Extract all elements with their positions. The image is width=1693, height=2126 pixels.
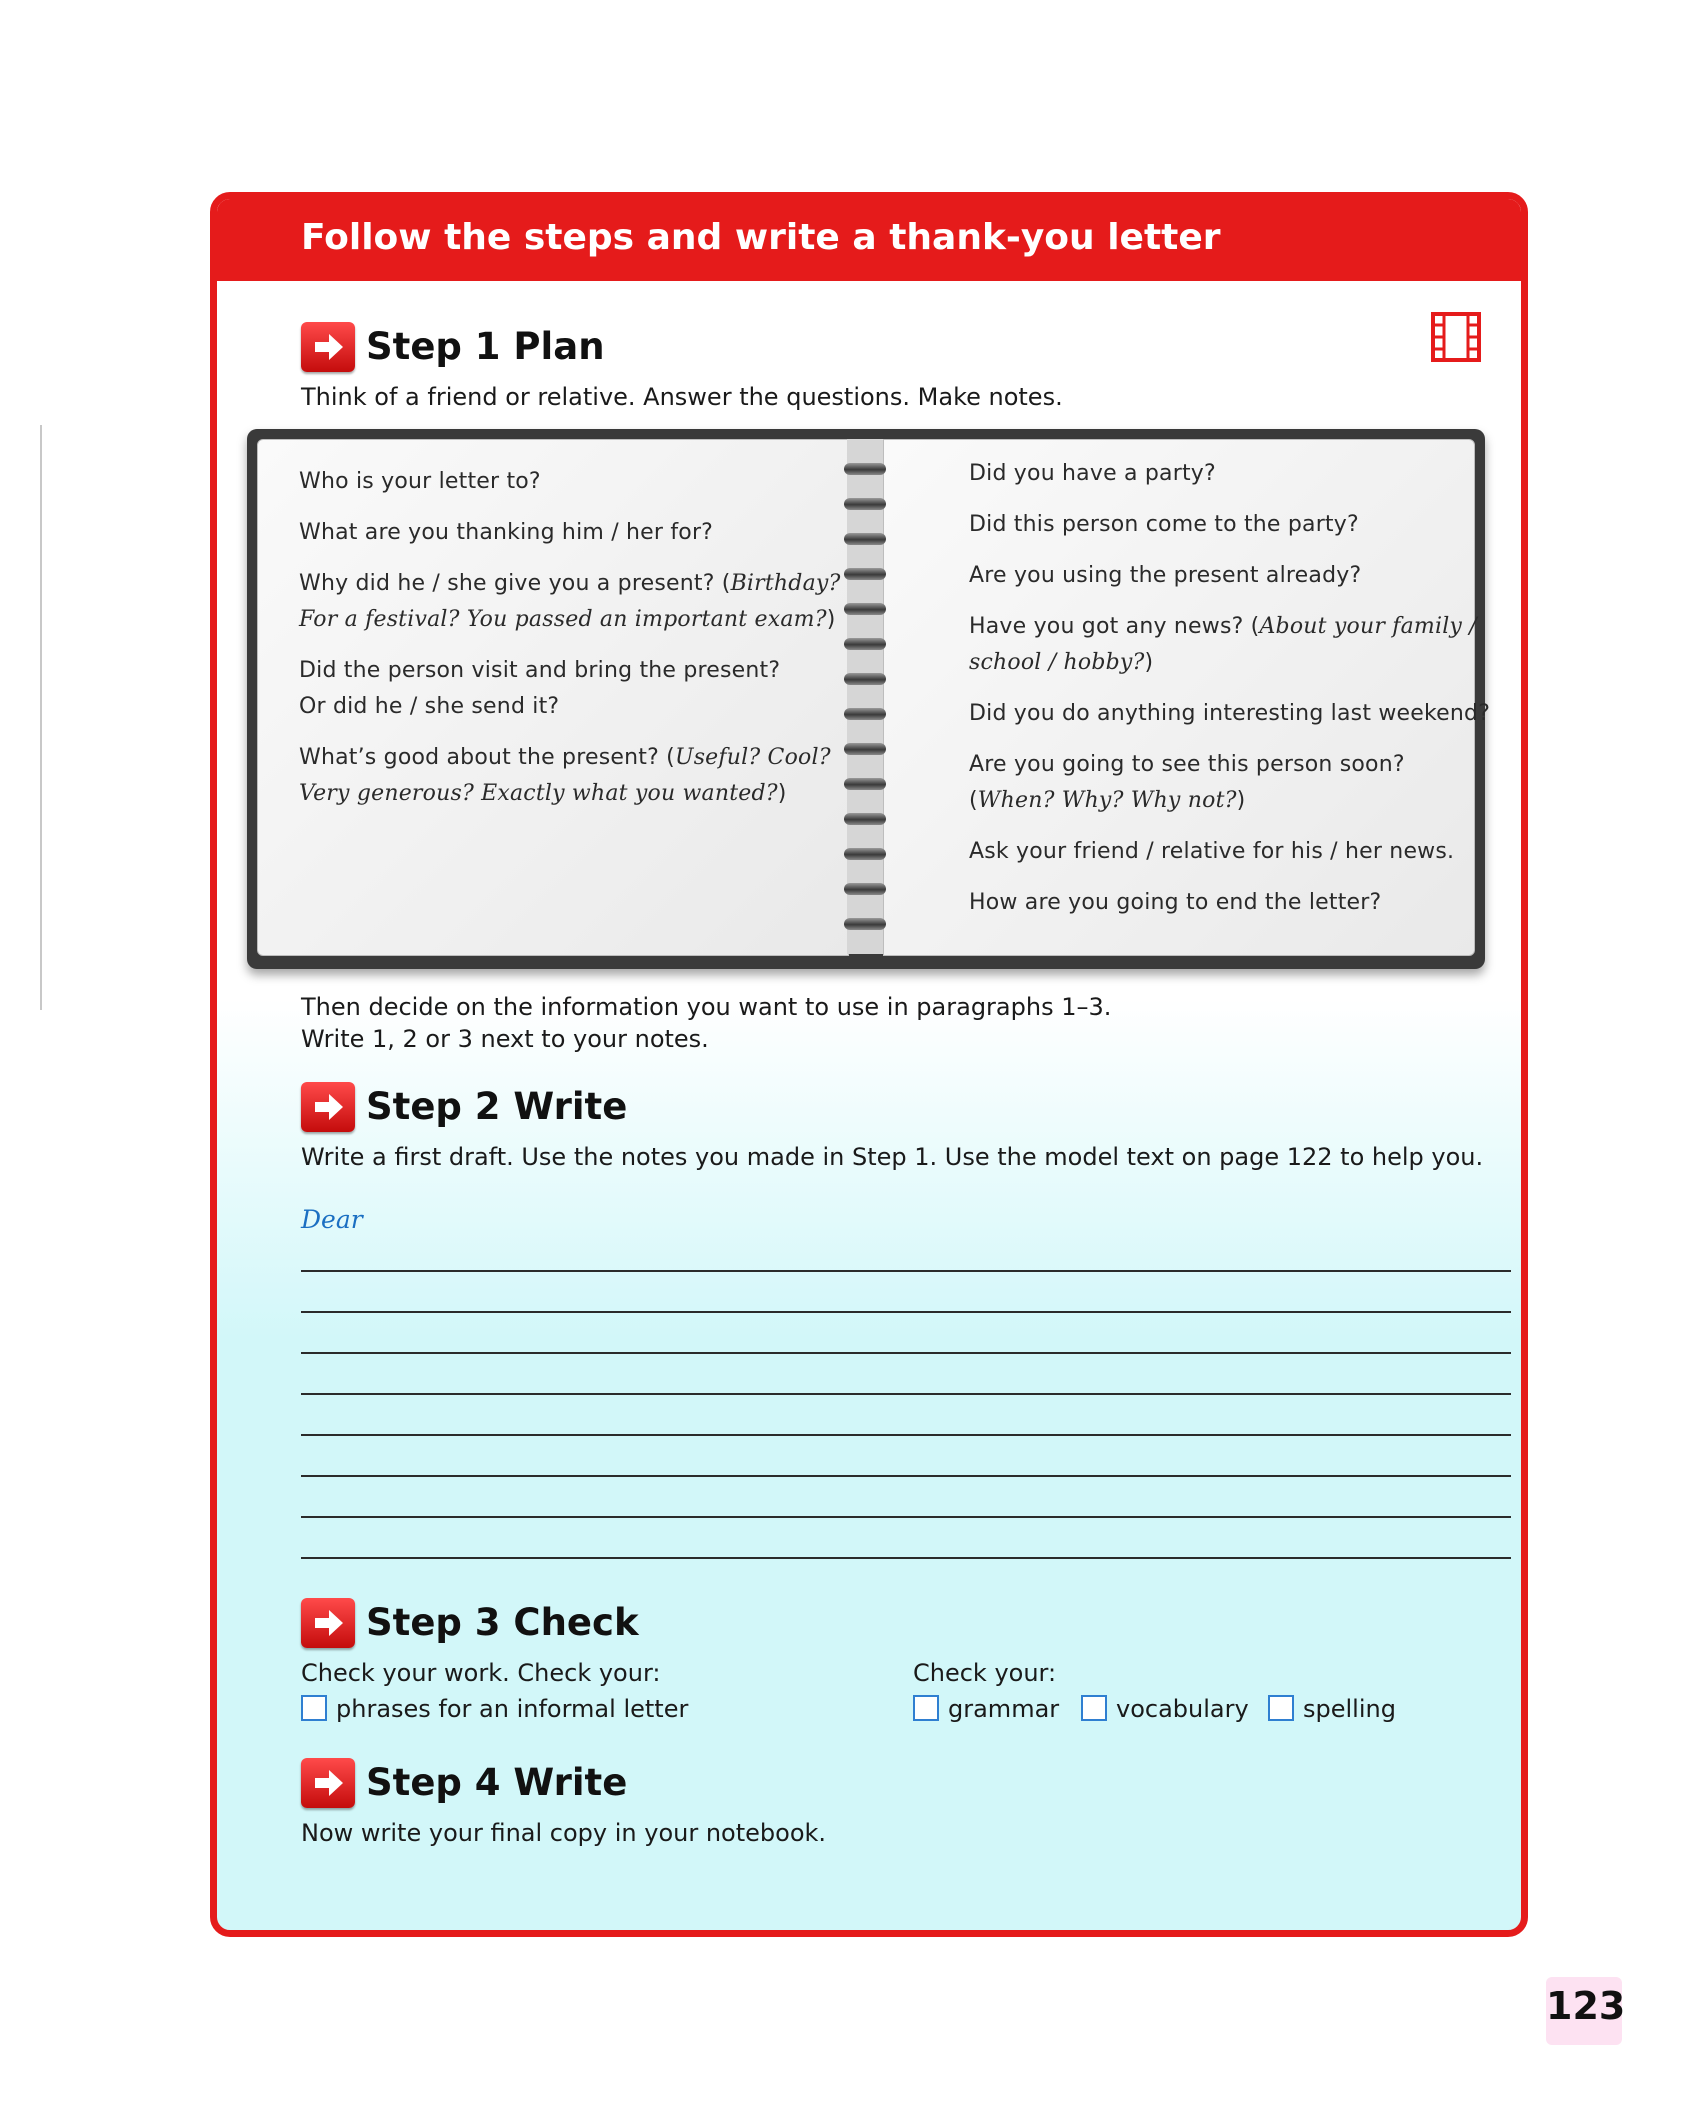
spiral-ring — [844, 533, 886, 545]
spiral-ring — [844, 638, 886, 650]
writing-line[interactable] — [301, 1311, 1511, 1313]
spiral-ring — [844, 603, 886, 615]
step3-title: Step 3 Check — [366, 1601, 639, 1644]
step1-after-line1: Then decide on the information you want to use in paragraphs 1–3. — [301, 993, 1112, 1021]
writing-line[interactable] — [301, 1475, 1511, 1477]
note-question: Who is your letter to? — [299, 469, 541, 494]
checkbox-spelling[interactable] — [1268, 1695, 1294, 1721]
note-question: (When? Why? Why not?) — [969, 788, 1246, 813]
checkbox-label: spelling — [1303, 1695, 1396, 1723]
spiral-ring — [844, 813, 886, 825]
checkbox-vocabulary[interactable] — [1081, 1695, 1107, 1721]
checkbox-label: grammar — [948, 1695, 1060, 1723]
note-question: Did you do anything interesting last weekend? — [969, 701, 1491, 726]
note-question: For a festival? You passed an important exam?) — [299, 607, 836, 632]
note-question: Did this person come to the party? — [969, 512, 1359, 537]
spiral-ring — [844, 778, 886, 790]
note-question: What are you thanking him / her for? — [299, 520, 714, 545]
writing-line[interactable] — [301, 1557, 1511, 1559]
spiral-ring — [844, 883, 886, 895]
step1-after-line2: Write 1, 2 or 3 next to your notes. — [301, 1025, 709, 1053]
page-number: 123 — [1546, 1984, 1626, 2028]
note-question: Ask your friend / relative for his / her news. — [969, 839, 1455, 864]
dear-salutation: Dear — [301, 1205, 363, 1234]
step3-col1-heading: Check your work. Check your: — [301, 1659, 661, 1687]
writing-line[interactable] — [301, 1393, 1511, 1395]
note-question: school / hobby?) — [969, 650, 1154, 675]
activity-frame — [210, 192, 1528, 1937]
step3-col2-heading: Check your: — [913, 1659, 1057, 1687]
note-question: What’s good about the present? (Useful? Cool? — [299, 745, 831, 770]
note-question: Have you got any news? (About your family / — [969, 614, 1477, 639]
note-question: Are you going to see this person soon? — [969, 752, 1405, 777]
note-question: Very generous? Exactly what you wanted?) — [299, 781, 787, 806]
arrow-right-icon — [301, 1082, 355, 1132]
spiral-ring — [844, 743, 886, 755]
checkbox-label: phrases for an informal letter — [336, 1695, 689, 1723]
spiral-ring — [844, 568, 886, 580]
checkbox-label: vocabulary — [1116, 1695, 1249, 1723]
spiral-ring — [844, 463, 886, 475]
note-question: Did you have a party? — [969, 461, 1216, 486]
note-question: Or did he / she send it? — [299, 694, 560, 719]
writing-line[interactable] — [301, 1516, 1511, 1518]
spiral-ring — [844, 708, 886, 720]
writing-line[interactable] — [301, 1270, 1511, 1272]
step4-instruction: Now write your final copy in your notebook. — [301, 1819, 827, 1847]
spiral-ring — [844, 673, 886, 685]
banner — [217, 199, 1521, 281]
note-question: Why did he / she give you a present? (Birthday? — [299, 571, 841, 596]
arrow-right-icon — [301, 1598, 355, 1648]
spiral-ring — [844, 498, 886, 510]
writing-line[interactable] — [301, 1434, 1511, 1436]
step2-title: Step 2 Write — [366, 1085, 628, 1128]
checkbox-grammar[interactable] — [913, 1695, 939, 1721]
note-question: Did the person visit and bring the present? — [299, 658, 781, 683]
note-question: Are you using the present already? — [969, 563, 1362, 588]
writing-line[interactable] — [301, 1352, 1511, 1354]
notebook — [247, 429, 1491, 969]
banner-title: Follow the steps and write a thank-you letter — [301, 217, 1221, 258]
checkbox-phrases[interactable] — [301, 1695, 327, 1721]
step1-title: Step 1 Plan — [366, 325, 605, 368]
arrow-right-icon — [301, 1758, 355, 1808]
spiral-ring — [844, 848, 886, 860]
step1-instruction: Think of a friend or relative. Answer the questions. Make notes. — [301, 383, 1063, 411]
film-strip-icon[interactable] — [1431, 312, 1481, 362]
spiral-ring — [844, 918, 886, 930]
step2-instruction: Write a first draft. Use the notes you made in Step 1. Use the model text on page 122 to help you. — [301, 1143, 1484, 1171]
step4-title: Step 4 Write — [366, 1761, 628, 1804]
note-question: How are you going to end the letter? — [969, 890, 1382, 915]
arrow-right-icon — [301, 322, 355, 372]
notebook-spine — [847, 439, 883, 954]
margin-line — [40, 425, 42, 1010]
